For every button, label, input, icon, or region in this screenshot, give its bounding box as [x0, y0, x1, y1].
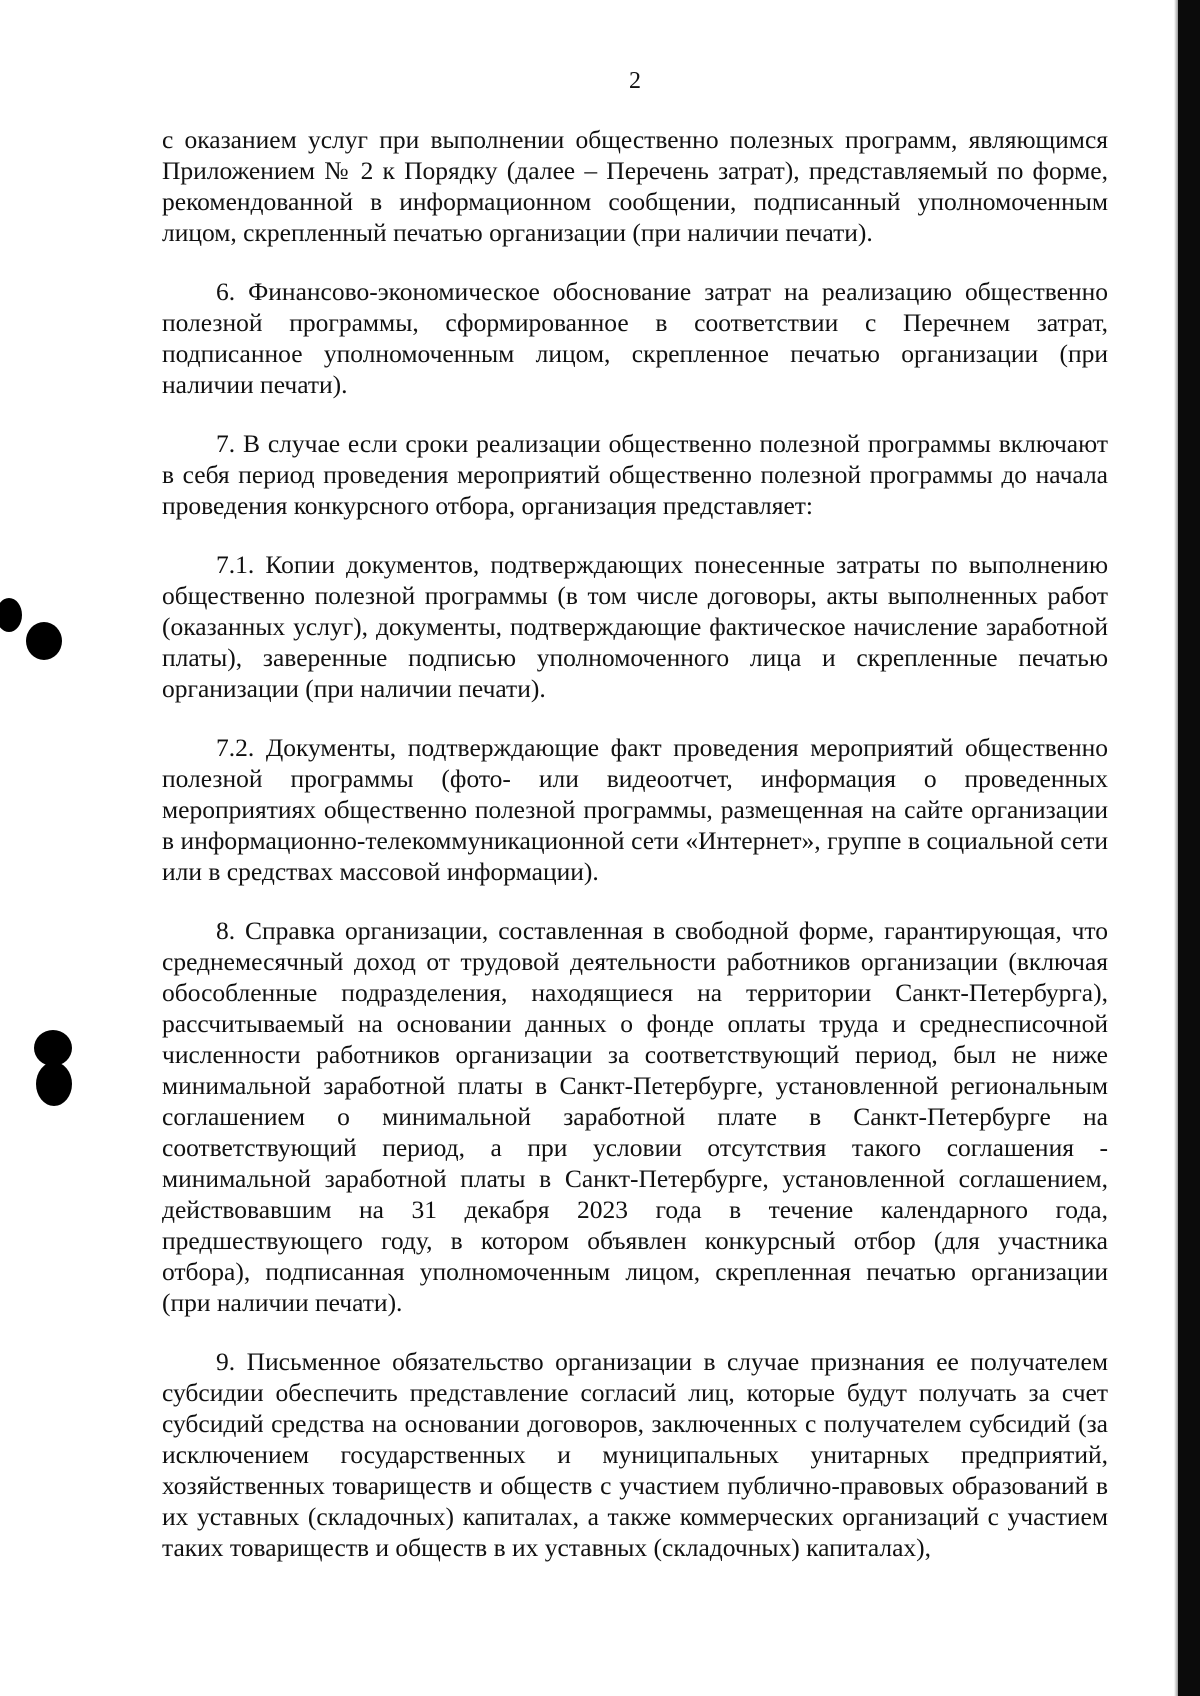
- scan-edge: [1178, 0, 1200, 1696]
- paragraph-continuation: с оказанием услуг при выполнении общественно полезных программ, являющимся Приложением № 2 к Порядку (далее – Перечень затрат), представляемый по форме, рекомендованной в информационном сообщении, подписанный уполномоченным лицом, скрепленный печатью организации (при наличии печати).: [162, 125, 1108, 247]
- document-body: [162, 124, 1108, 1563]
- punch-hole-mark: [34, 1030, 72, 1066]
- punch-hole-mark: [0, 598, 22, 632]
- paragraph-item-7-1: 7.1. Копии документов, подтверждающих понесенные затраты по выполнению общественно полезной программы (в том числе договоры, акты выполненных работ (оказанных услуг), документы, подтверждающие фактическое начисление заработной платы), заверенные подписью уполномоченного лица и скрепленные печатью организации (при наличии печати).: [162, 550, 1108, 703]
- paragraph-item-7: 7. В случае если сроки реализации общественно полезной программы включают в себя период проведения мероприятий общественно полезной программы до начала проведения конкурсного отбора, организация представляет:: [162, 429, 1108, 520]
- paragraph-item-8: 8. Справка организации, составленная в свободной форме, гарантирующая, что среднемесячный доход от трудовой деятельности работников организации (включая обособленные подразделения, находящиеся на территории Санкт-Петербурга), рассчитываемый на основании данных о фонде оплаты труда и среднесписочной численности работников организации за соответствующий период, был не ниже минимальной заработной платы в Санкт-Петербурге, установленной региональным соглашением о минимальной заработной плате в Санкт-Петербурге на соответствующий период, а при условии отсутствия такого соглашения - минимальной заработной платы в Санкт-Петербурге, установленной соглашением, действовавшим на 31 декабря 2023 года в течение календарного года, предшествующего году, в котором объявлен конкурсный отбор (для участника отбора), подписанная уполномоченным лицом, скрепленная печатью организации (при наличии печати).: [162, 916, 1108, 1317]
- paragraph-item-7-2: 7.2. Документы, подтверждающие факт проведения мероприятий общественно полезной программы (фото- или видеоотчет, информация о проведенных мероприятиях общественно полезной программы, размещенная на сайте организации в информационно-телекоммуникационной сети «Интернет», группе в социальной сети или в средствах массовой информации).: [162, 733, 1108, 886]
- paragraph-item-6: 6. Финансово-экономическое обоснование затрат на реализацию общественно полезной программы, сформированное в соответствии с Перечнем затрат, подписанное уполномоченным лицом, скрепленное печатью организации (при наличии печати).: [162, 277, 1108, 399]
- punch-hole-mark: [26, 622, 62, 660]
- paragraph-item-9: 9. Письменное обязательство организации в случае признания ее получателем субсидии обеспечить представление согласий лиц, которые будут получать за счет субсидий средства на основании договоров, заключенных с получателем субсидий (за исключением государственных и муниципальных унитарных предприятий, хозяйственных товариществ и обществ с участием публично-правовых образований в их уставных (складочных) капиталах, а также коммерческих организаций с участием таких товариществ и обществ в их уставных (складочных) капиталах),: [162, 1347, 1108, 1562]
- punch-hole-mark: [36, 1062, 72, 1106]
- page-number: 2: [629, 68, 641, 94]
